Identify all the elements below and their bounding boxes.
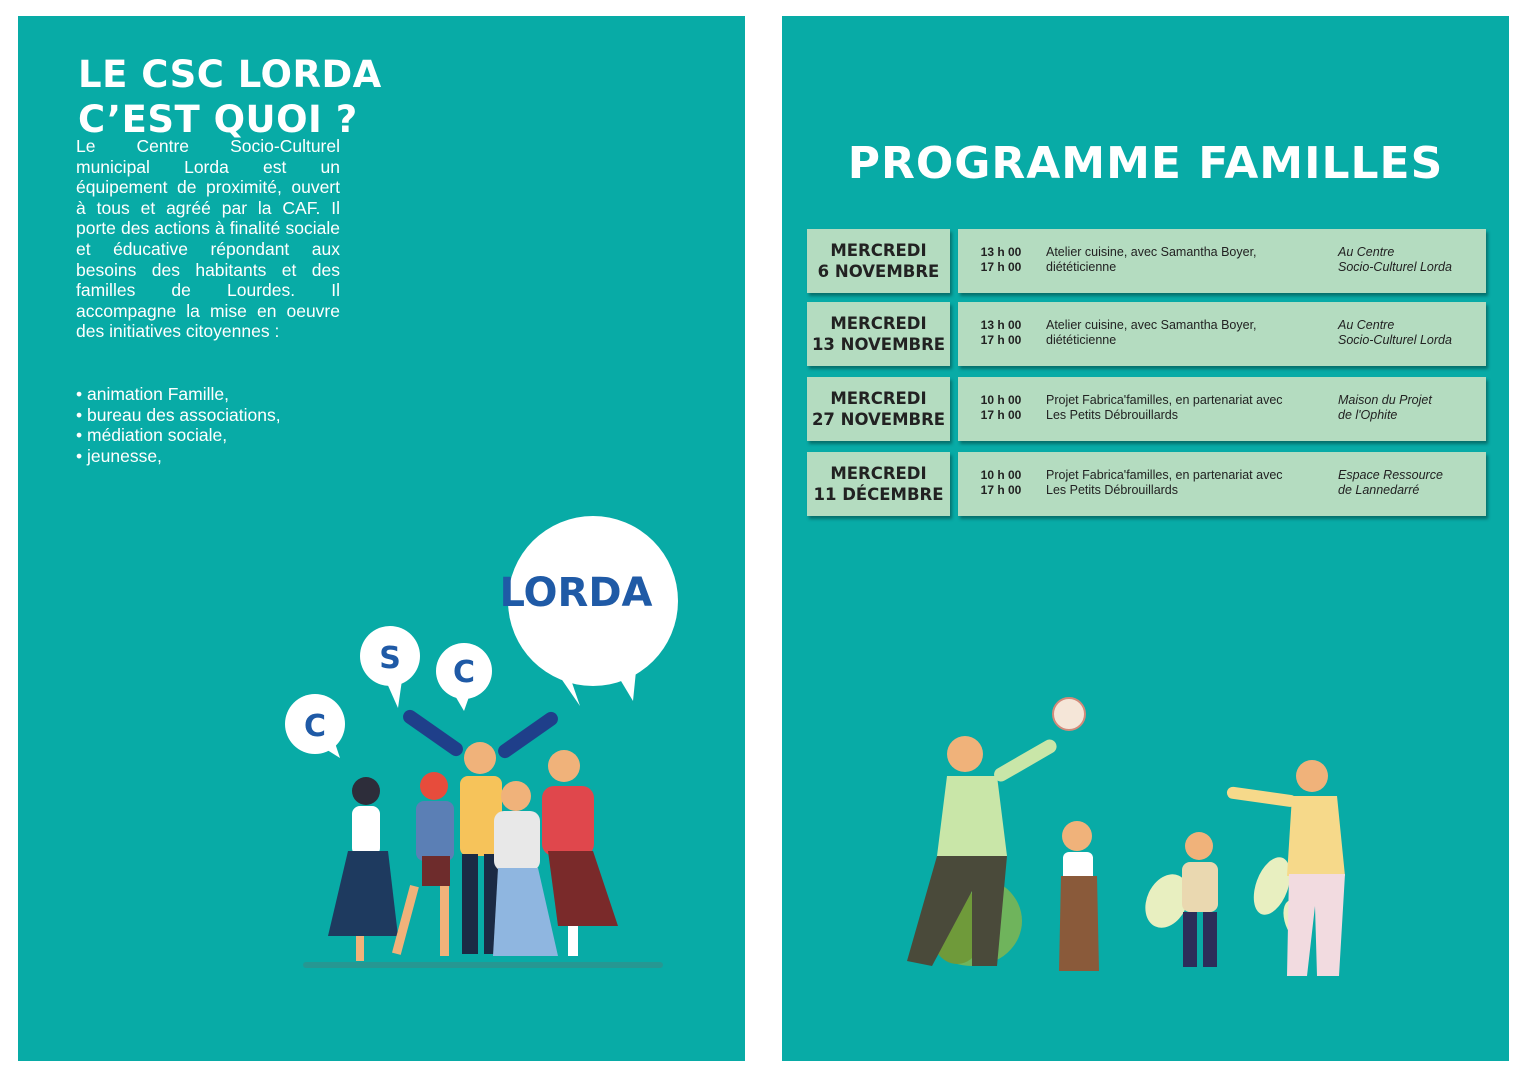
- event-times: [972, 245, 1030, 275]
- place-line: Au Centre: [1338, 318, 1395, 332]
- list-item: • jeunesse,: [76, 446, 281, 467]
- place-line: de Lannedarré: [1338, 483, 1420, 497]
- event-info: [958, 377, 1486, 441]
- event-date-text: 27 NOVEMBRE: [811, 410, 946, 429]
- family-illustration: [877, 676, 1477, 986]
- event-end: 17 h 00: [980, 483, 1022, 497]
- event-end: 17 h 00: [980, 260, 1022, 274]
- desc-line: diététicienne: [1046, 333, 1117, 347]
- bubble-lorda: [499, 516, 678, 706]
- bubble-s-text: S: [379, 641, 401, 676]
- desc-line: diététicienne: [1046, 260, 1117, 274]
- event-times: [972, 318, 1030, 348]
- event-info: [958, 229, 1486, 293]
- bubble-s: [360, 626, 420, 708]
- event-end: 17 h 00: [980, 333, 1022, 347]
- event-info: [958, 302, 1486, 366]
- desc-line: Projet Fabrica'familles, en partenariat avec: [1046, 468, 1283, 482]
- lorda-text: LORDA: [499, 570, 653, 616]
- bubble-c2-text: C: [452, 655, 476, 690]
- event-start: 13 h 00: [980, 318, 1022, 332]
- event-date-text: 11 DÉCEMBRE: [813, 485, 944, 504]
- place-line: Au Centre: [1338, 245, 1395, 259]
- page-title: [78, 52, 382, 142]
- event-place: [1338, 318, 1488, 348]
- event-start: 13 h 00: [980, 245, 1022, 259]
- event-description: [1046, 318, 1328, 348]
- event-place: [1338, 245, 1488, 275]
- place-line: Espace Ressource: [1338, 468, 1443, 482]
- event-description: [1046, 393, 1328, 423]
- event-day: MERCREDI: [830, 241, 927, 260]
- desc-line: Atelier cuisine, avec Samantha Boyer,: [1046, 245, 1257, 259]
- program-title: PROGRAMME FAMILLES: [847, 138, 1444, 189]
- event-place: [1338, 468, 1488, 498]
- event-date: [807, 377, 950, 441]
- desc-line: Les Petits Débrouillards: [1046, 408, 1179, 422]
- event-date: [807, 452, 950, 516]
- desc-line: Projet Fabrica'familles, en partenariat avec: [1046, 393, 1283, 407]
- place-line: Maison du Projet: [1338, 393, 1432, 407]
- event-info: [958, 452, 1486, 516]
- place-line: Socio-Culturel Lorda: [1338, 260, 1452, 274]
- event-date-text: 6 NOVEMBRE: [817, 262, 940, 281]
- left-page: [18, 16, 745, 1061]
- place-line: de l'Ophite: [1338, 408, 1398, 422]
- list-item: • bureau des associations,: [76, 405, 281, 426]
- event-description: [1046, 245, 1328, 275]
- event-date: [807, 229, 950, 293]
- event-description: [1046, 468, 1328, 498]
- event-times: [972, 393, 1030, 423]
- bubble-c1-text: C: [303, 709, 327, 744]
- event-start: 10 h 00: [980, 468, 1022, 482]
- list-item: • animation Famille,: [76, 384, 281, 405]
- event-date: [807, 302, 950, 366]
- services-list: [76, 384, 281, 466]
- event-day: MERCREDI: [830, 464, 927, 483]
- list-item: • médiation sociale,: [76, 425, 281, 446]
- desc-line: Les Petits Débrouillards: [1046, 483, 1179, 497]
- intro-paragraph: Le Centre Socio-Culturel municipal Lorda est un équipement de proximité, ouvert à tous et agréé par la CAF. Il porte des actions à finalité sociale et éducative répondant aux besoins des habitants et des familles de Lourdes. Il accompagne la mise en oeuvre des initiatives citoyennes :: [76, 136, 340, 342]
- desc-line: Atelier cuisine, avec Samantha Boyer,: [1046, 318, 1257, 332]
- event-date-text: 13 NOVEMBRE: [811, 335, 946, 354]
- title-line-1: LE CSC LORDA: [78, 53, 382, 96]
- event-end: 17 h 00: [980, 408, 1022, 422]
- place-line: Socio-Culturel Lorda: [1338, 333, 1452, 347]
- bubble-c1: [285, 694, 345, 758]
- bubble-c2: [436, 643, 492, 711]
- event-start: 10 h 00: [980, 393, 1022, 407]
- event-day: MERCREDI: [830, 314, 927, 333]
- event-place: [1338, 393, 1488, 423]
- group-illustration: [258, 496, 718, 976]
- event-day: MERCREDI: [830, 389, 927, 408]
- right-page: [782, 16, 1509, 1061]
- event-times: [972, 468, 1030, 498]
- people-group: [328, 707, 618, 961]
- title-line-2: C’EST QUOI ?: [78, 98, 358, 141]
